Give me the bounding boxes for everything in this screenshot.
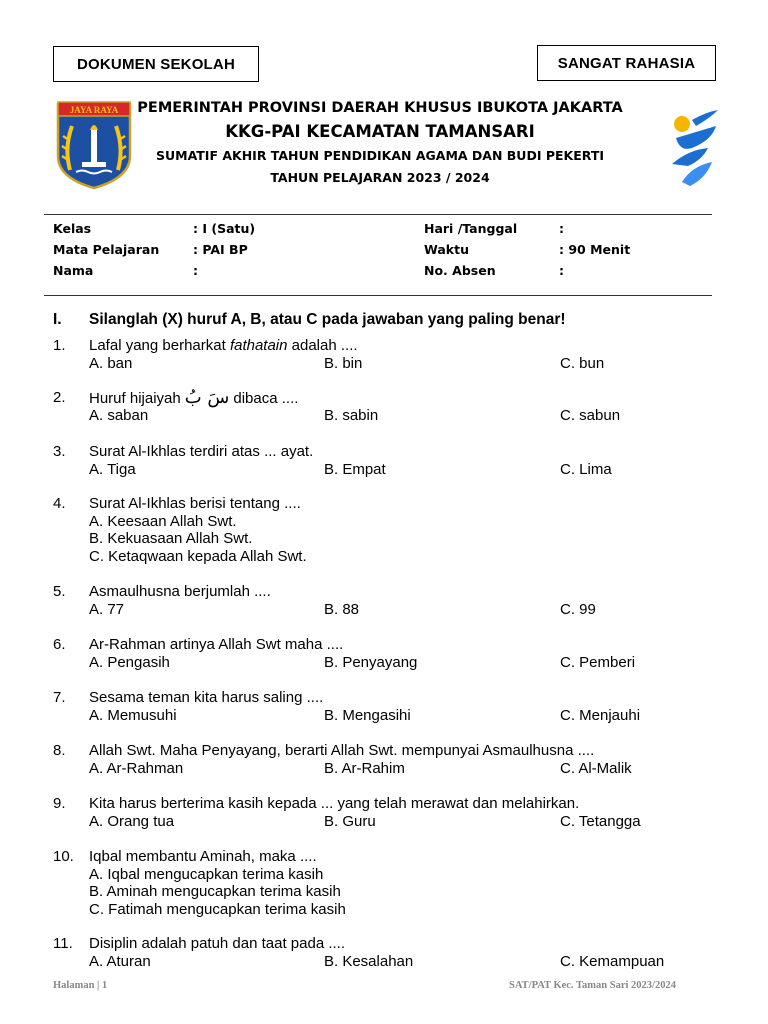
option-c[interactable]: C. 99: [560, 601, 596, 618]
header-exam-title: SUMATIF AKHIR TAHUN PENDIDIKAN AGAMA DAN BUDI PEKERTI: [155, 148, 605, 163]
question-stem: Iqbal membantu Aminah, maka ....: [89, 848, 317, 865]
hari-label: Hari /Tanggal: [424, 221, 518, 236]
kkg-pai-logo: [662, 104, 726, 188]
stem-text: Lafal yang berharkat: [89, 337, 230, 354]
question-number: 9.: [53, 795, 66, 812]
option-b[interactable]: B. Guru: [324, 813, 376, 830]
question-stem: Ar-Rahman artinya Allah Swt maha ....: [89, 636, 344, 653]
footer-page-number: Halaman | 1: [53, 980, 108, 991]
question-number: 5.: [53, 583, 66, 600]
waktu-value: : 90 Menit: [559, 242, 631, 257]
nama-label: Nama: [53, 263, 94, 278]
document-label-box: [53, 46, 259, 82]
option-b[interactable]: B. Kesalahan: [324, 953, 414, 970]
info-bottom-rule: [44, 295, 712, 296]
section-instruction: Silanglah (X) huruf A, B, atau C pada jawaban yang paling benar!: [89, 311, 566, 328]
nama-value: :: [193, 263, 198, 278]
header-kkg: KKG-PAI KECAMATAN TAMANSARI: [225, 122, 535, 141]
option-a[interactable]: A. Ar-Rahman: [89, 760, 184, 777]
option-b[interactable]: B. bin: [324, 355, 363, 372]
option-c[interactable]: C. Pemberi: [560, 654, 636, 671]
arabic-letters: سَ بُ: [184, 387, 230, 408]
stem-emphasis: fathatain: [229, 337, 288, 354]
question-stem: [89, 337, 358, 355]
option-b[interactable]: B. Mengasihi: [324, 707, 411, 724]
stem-text: adalah ....: [287, 337, 358, 354]
option-b[interactable]: B. Ar-Rahim: [324, 760, 405, 777]
question-number: 2.: [53, 389, 66, 406]
option-a[interactable]: A. ban: [89, 355, 133, 372]
option-a[interactable]: A. Orang tua: [89, 813, 175, 830]
question-stem: Surat Al-Ikhlas terdiri atas ... ayat.: [89, 443, 314, 460]
document-label: DOKUMEN SEKOLAH: [76, 55, 235, 73]
question-number: 3.: [53, 443, 66, 460]
option-c[interactable]: C. Tetangga: [560, 813, 641, 830]
option-c[interactable]: C. Al-Malik: [560, 760, 632, 777]
option-b[interactable]: B. Kekuasaan Allah Swt.: [89, 530, 253, 547]
question-stem: Sesama teman kita harus saling ....: [89, 689, 324, 706]
option-c[interactable]: C. Fatimah mengucapkan terima kasih: [89, 901, 346, 918]
option-c[interactable]: C. Kemampuan: [560, 953, 665, 970]
absen-value: :: [559, 263, 564, 278]
option-c[interactable]: C. bun: [560, 355, 605, 372]
question-number: 7.: [53, 689, 66, 706]
question-number: 6.: [53, 636, 66, 653]
confidential-label: SANGAT RAHASIA: [557, 54, 696, 72]
question-number: 4.: [53, 495, 66, 512]
question-stem: Surat Al-Ikhlas berisi tentang ....: [89, 495, 301, 512]
section-number: I.: [53, 311, 62, 328]
header-province: PEMERINTAH PROVINSI DAERAH KHUSUS IBUKOTA JAKARTA: [137, 100, 623, 116]
stem-text: dibaca ....: [233, 390, 299, 407]
option-a[interactable]: A. 77: [89, 601, 125, 618]
option-a[interactable]: A. Aturan: [89, 953, 151, 970]
kelas-label: Kelas: [53, 221, 92, 236]
stem-text: Huruf hijaiyah: [89, 390, 181, 407]
waktu-label: Waktu: [424, 242, 469, 257]
hari-value: :: [559, 221, 564, 236]
option-a[interactable]: A. Keesaan Allah Swt.: [89, 513, 237, 530]
option-c[interactable]: C. sabun: [560, 407, 621, 424]
option-b[interactable]: B. 88: [324, 601, 360, 618]
crest-banner-text: JAYA RAYA: [69, 105, 119, 115]
absen-label: No. Absen: [424, 263, 496, 278]
question-stem: Asmaulhusna berjumlah ....: [89, 583, 271, 600]
question-stem: Kita harus berterima kasih kepada ... yang telah merawat dan melahirkan.: [89, 795, 580, 812]
option-a[interactable]: A. Memusuhi: [89, 707, 177, 724]
option-a[interactable]: A. Tiga: [89, 461, 136, 478]
footer-exam-code: SAT/PAT Kec. Taman Sari 2023/2024: [509, 980, 676, 991]
option-b[interactable]: B. Aminah mengucapkan terima kasih: [89, 883, 341, 900]
option-c[interactable]: C. Lima: [560, 461, 612, 478]
question-number: 8.: [53, 742, 66, 759]
option-b[interactable]: B. Penyayang: [324, 654, 418, 671]
kelas-value: : I (Satu): [193, 221, 256, 236]
question-stem: [89, 389, 298, 408]
option-b[interactable]: B. sabin: [324, 407, 379, 424]
mapel-label: Mata Pelajaran: [53, 242, 160, 257]
question-number: 1.: [53, 337, 66, 354]
header-academic-year: TAHUN PELAJARAN 2023 / 2024: [270, 170, 490, 185]
option-b[interactable]: B. Empat: [324, 461, 386, 478]
option-a[interactable]: A. saban: [89, 407, 149, 424]
info-top-rule: [44, 214, 712, 215]
confidential-label-box: [537, 45, 716, 81]
question-number: 11.: [53, 935, 73, 952]
option-a[interactable]: A. Pengasih: [89, 654, 170, 671]
question-stem: Allah Swt. Maha Penyayang, berarti Allah Swt. mempunyai Asmaulhusna ....: [89, 742, 595, 759]
mapel-value: : PAI BP: [193, 242, 248, 257]
question-stem: Disiplin adalah patuh dan taat pada ....: [89, 935, 346, 952]
question-number: 10.: [53, 848, 74, 865]
option-c[interactable]: C. Menjauhi: [560, 707, 641, 724]
option-a[interactable]: A. Iqbal mengucapkan terima kasih: [89, 866, 324, 883]
option-c[interactable]: C. Ketaqwaan kepada Allah Swt.: [89, 548, 307, 565]
